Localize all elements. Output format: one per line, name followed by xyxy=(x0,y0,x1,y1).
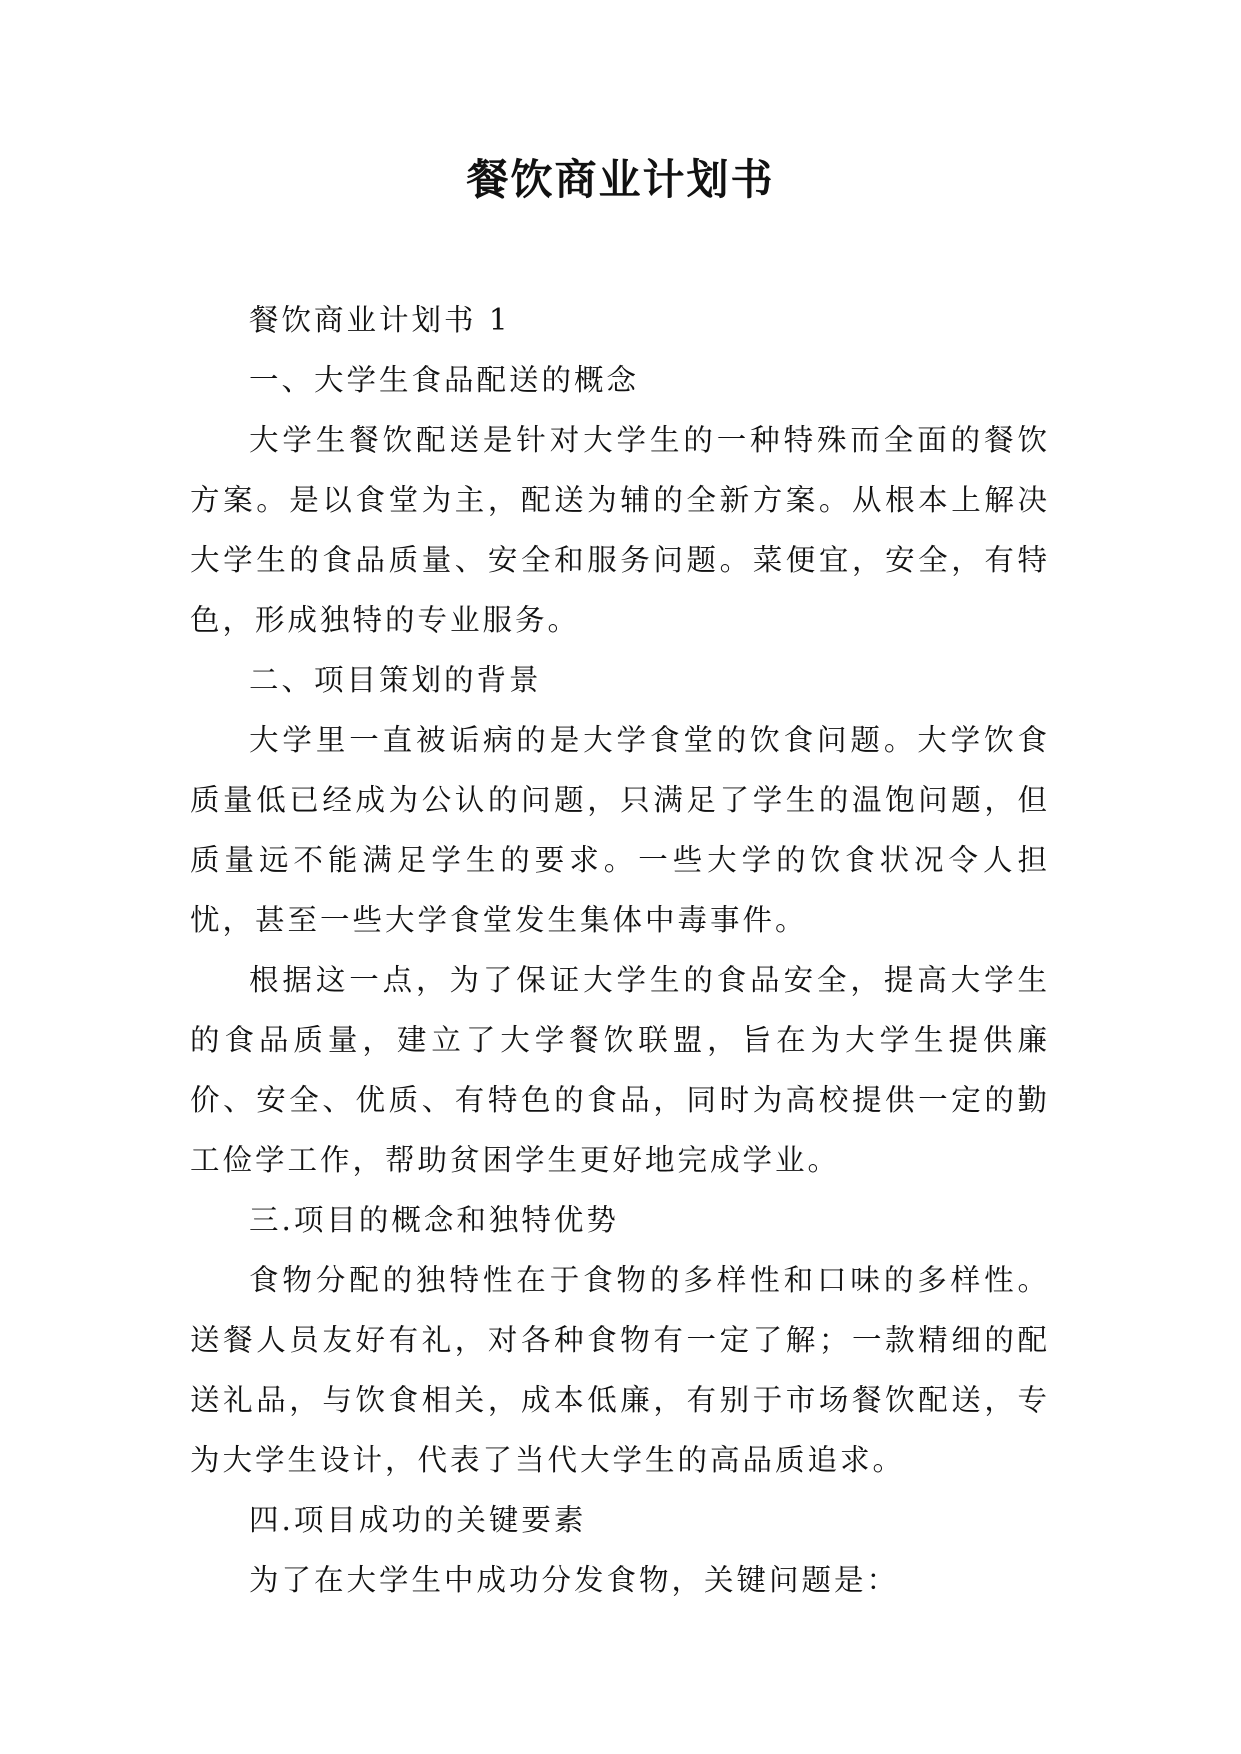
body-paragraph: 食物分配的独特性在于食物的多样性和口味的多样性。送餐人员友好有礼，对各种食物有一定了解；一款精细的配送礼品，与饮食相关，成本低廉，有别于市场餐饮配送，专为大学生设计，代表了当代大学生的高品质追求。 xyxy=(190,1263,1050,1477)
document-body xyxy=(190,290,1050,1610)
section-heading-2: 二、项目策划的背景 xyxy=(249,663,542,697)
body-paragraph: 大学里一直被诟病的是大学食堂的饮食问题。大学饮食质量低已经成为公认的问题，只满足了学生的温饱问题，但质量远不能满足学生的要求。一些大学的饮食状况令人担忧，甚至一些大学食堂发生集体中毒事件。 xyxy=(190,723,1050,937)
body-paragraph: 大学生餐饮配送是针对大学生的一种特殊而全面的餐饮方案。是以食堂为主，配送为辅的全新方案。从根本上解决大学生的食品质量、安全和服务问题。菜便宜，安全，有特色，形成独特的专业服务。 xyxy=(190,423,1050,637)
section-heading-plan-1: 餐饮商业计划书 1 xyxy=(249,303,511,337)
body-paragraph: 为了在大学生中成功分发食物，关键问题是： xyxy=(249,1563,900,1597)
section-heading-4: 四.项目成功的关键要素 xyxy=(249,1503,587,1537)
section-heading-1: 一、大学生食品配送的概念 xyxy=(249,363,640,397)
section-heading-3: 三.项目的概念和独特优势 xyxy=(249,1203,619,1237)
document-title: 餐饮商业计划书 xyxy=(466,155,775,204)
body-paragraph: 根据这一点，为了保证大学生的食品安全，提高大学生的食品质量，建立了大学餐饮联盟，旨在为大学生提供廉价、安全、优质、有特色的食品，同时为高校提供一定的勤工俭学工作，帮助贫困学生更好地完成学业。 xyxy=(190,963,1050,1177)
